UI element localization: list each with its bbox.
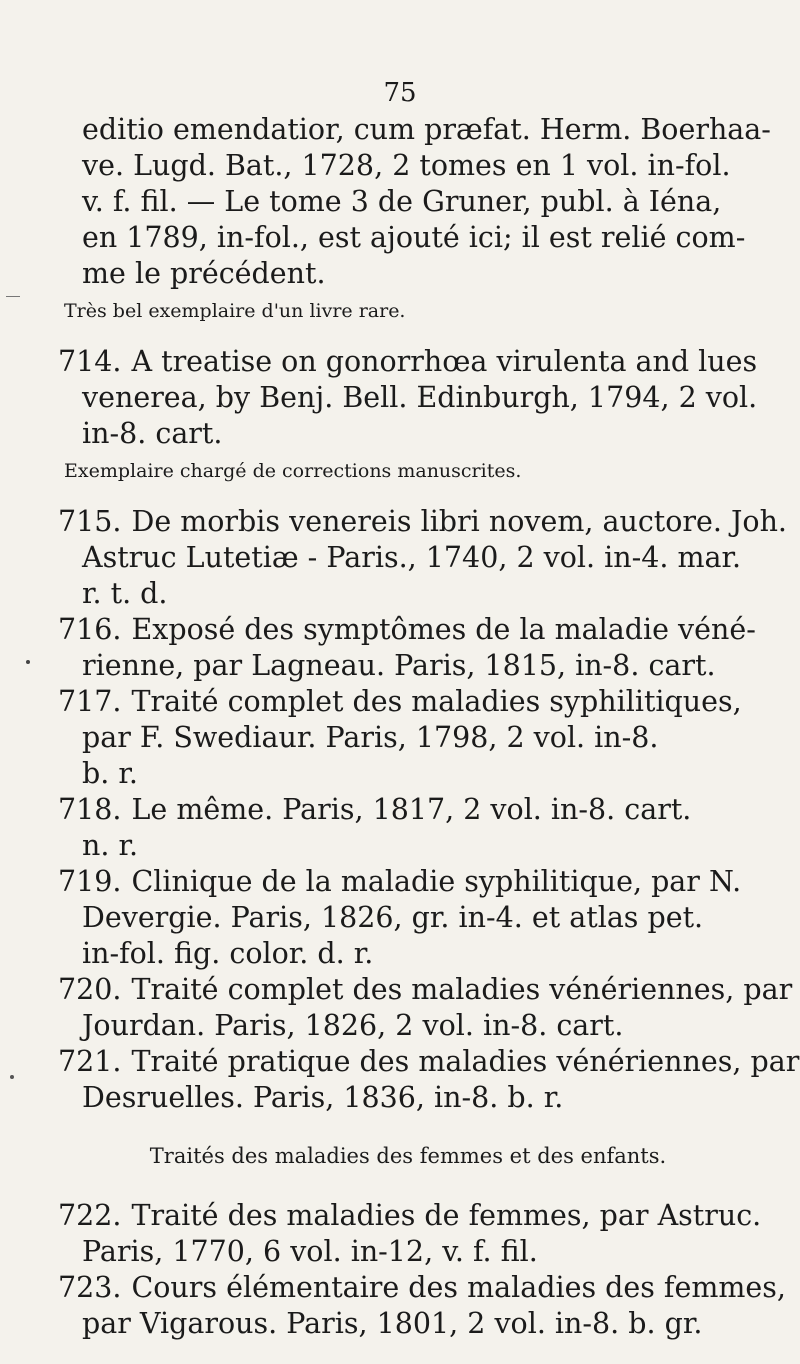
catalog-entry-717 <box>58 684 758 792</box>
entry-text: ve. Lugd. Bat., 1728, 2 tomes en 1 vol. in-fol. <box>82 149 731 182</box>
catalog-entry-715 <box>58 504 787 612</box>
entry-number: 721. <box>58 1045 122 1078</box>
catalog-entry-718 <box>58 792 758 864</box>
entry-text: A treatise on gonorrhœa virulenta and lues <box>131 345 758 378</box>
entry-text: Traité pratique des maladies vénériennes, par <box>131 1045 800 1078</box>
entry-line <box>58 540 758 576</box>
entry-text: me le précédent. <box>82 257 326 290</box>
entry-line <box>58 1270 786 1306</box>
entry-text: in-fol. fig. color. d. r. <box>82 937 374 970</box>
catalog-entry-716 <box>58 612 758 684</box>
entry-text: venerea, by Benj. Bell. Edinburgh, 1794, 2 vol. <box>82 381 758 414</box>
entry-line <box>58 1080 758 1116</box>
entry-line <box>58 720 758 756</box>
catalog-entry-714 <box>58 344 758 452</box>
entry-text: Cours élémentaire des maladies des femmes, <box>131 1271 786 1304</box>
entry-line <box>58 756 758 792</box>
entry-line <box>58 612 758 648</box>
entry-line <box>58 576 758 612</box>
catalog-entry-723 <box>58 1270 786 1342</box>
entry-line <box>58 1008 758 1044</box>
entry-line <box>58 972 793 1008</box>
entry-line <box>58 1198 762 1234</box>
entry-number: 719. <box>58 865 122 898</box>
entry-text: Clinique de la maladie syphilitique, par N. <box>131 865 742 898</box>
catalog-entry-cont <box>58 112 771 292</box>
entry-text: editio emendatior, cum præfat. Herm. Boerhaa- <box>82 113 771 146</box>
entry-line <box>58 184 758 220</box>
entry-line <box>58 380 758 416</box>
entry-line <box>58 256 758 292</box>
entry-note: Très bel exemplaire d'un livre rare. <box>64 300 406 322</box>
entry-text: Le même. Paris, 1817, 2 vol. in-8. cart. <box>131 793 692 826</box>
entry-text: par F. Swediaur. Paris, 1798, 2 vol. in-8. <box>82 721 659 754</box>
entry-text: in-8. cart. <box>82 417 223 450</box>
entry-line <box>58 792 758 828</box>
entry-line <box>58 1234 758 1270</box>
entry-text: Paris, 1770, 6 vol. in-12, v. f. fil. <box>82 1235 538 1268</box>
entry-line <box>58 416 758 452</box>
entry-line <box>58 148 758 184</box>
margin-dot <box>26 660 30 664</box>
entry-text: Jourdan. Paris, 1826, 2 vol. in-8. cart. <box>82 1009 624 1042</box>
entry-text: rienne, par Lagneau. Paris, 1815, in-8. cart. <box>82 649 716 682</box>
catalog-entry-719 <box>58 864 758 972</box>
entry-text: Devergie. Paris, 1826, gr. in-4. et atlas pet. <box>82 901 704 934</box>
entry-line <box>58 900 758 936</box>
entry-line <box>58 828 758 864</box>
entry-text: v. f. fil. — Le tome 3 de Gruner, publ. à Iéna, <box>82 185 722 218</box>
entry-number: 720. <box>58 973 122 1006</box>
entry-text: Traité complet des maladies vénériennes, par <box>131 973 793 1006</box>
entry-line <box>58 1306 758 1342</box>
entry-text: b. r. <box>82 757 138 790</box>
section-heading: Traités des maladies des femmes et des enfants. <box>149 1144 667 1168</box>
entry-number: 722. <box>58 1199 122 1232</box>
entry-list <box>58 112 800 1116</box>
entry-text: De morbis venereis libri novem, auctore. Joh. <box>131 505 787 538</box>
entry-text: en 1789, in-fol., est ajouté ici; il est relié com- <box>82 221 746 254</box>
entry-line <box>58 1044 800 1080</box>
entry-number: 715. <box>58 505 122 538</box>
entry-text: r. t. d. <box>82 577 168 610</box>
entry-number: 723. <box>58 1271 122 1304</box>
catalog-entry-722 <box>58 1198 762 1270</box>
entry-line <box>58 344 758 380</box>
entry-text: par Vigarous. Paris, 1801, 2 vol. in-8. b. gr. <box>82 1307 703 1340</box>
entry-text: Exposé des symptômes de la maladie véné- <box>131 613 756 646</box>
entry-line <box>58 112 771 148</box>
entry-line <box>58 648 758 684</box>
entry-note: Exemplaire chargé de corrections manuscrites. <box>64 460 522 482</box>
entry-text: n. r. <box>82 829 139 862</box>
entry-line <box>58 220 758 256</box>
catalog-entry-721 <box>58 1044 800 1116</box>
catalog-entry-720 <box>58 972 793 1044</box>
entry-line <box>58 936 758 972</box>
entry-line <box>58 864 758 900</box>
entry-number: 714. <box>58 345 122 378</box>
catalog-content <box>58 112 800 1342</box>
entry-list <box>58 1198 786 1342</box>
entry-line <box>58 684 758 720</box>
entry-number: 717. <box>58 685 122 718</box>
entry-text: Desruelles. Paris, 1836, in-8. b. r. <box>82 1081 564 1114</box>
entry-text: Traité complet des maladies syphilitiques, <box>131 685 742 718</box>
entry-number: 716. <box>58 613 122 646</box>
entry-number: 718. <box>58 793 122 826</box>
margin-mark <box>6 296 20 297</box>
margin-dot <box>10 1075 14 1079</box>
entry-text: Astruc Lutetiæ - Paris., 1740, 2 vol. in-4. mar. <box>82 541 742 574</box>
page-number: 75 <box>383 78 417 108</box>
entry-line <box>58 504 787 540</box>
entry-text: Traité des maladies de femmes, par Astruc. <box>131 1199 762 1232</box>
